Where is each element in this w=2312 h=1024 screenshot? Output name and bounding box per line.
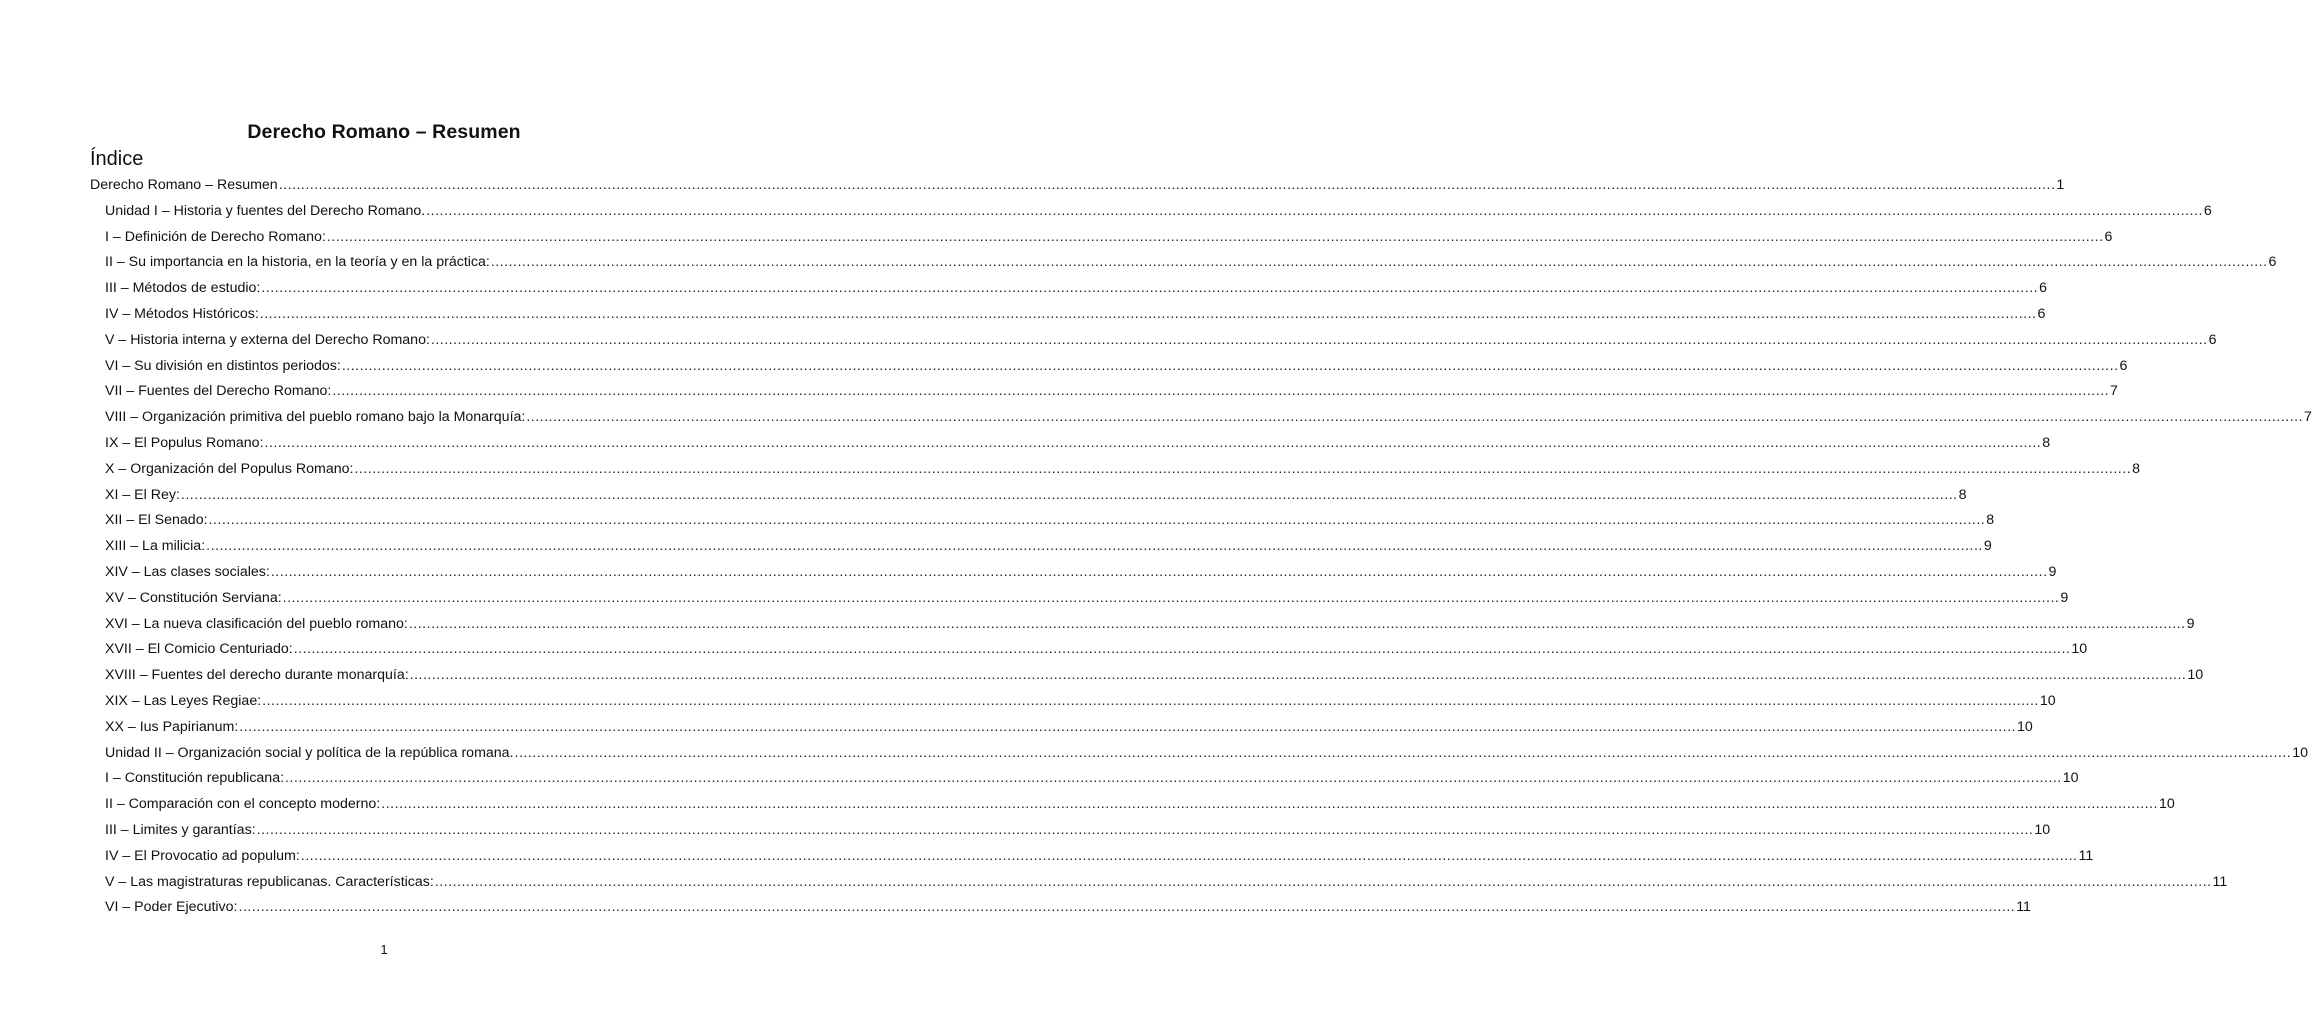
toc-entry-title: III – Limites y garantías: bbox=[105, 821, 256, 838]
toc-entry-page: 8 bbox=[2132, 460, 2141, 477]
toc-entry[interactable] bbox=[90, 225, 2113, 251]
toc-entry-page: 1 bbox=[2056, 177, 2065, 193]
toc-entry[interactable] bbox=[90, 302, 2046, 328]
toc-entry[interactable] bbox=[90, 328, 2217, 354]
toc-entry-page: 9 bbox=[2186, 615, 2195, 632]
toc-entry-page: 8 bbox=[1958, 486, 1967, 503]
toc-entry-title: XIII – La milicia: bbox=[105, 538, 206, 555]
toc-entry[interactable] bbox=[90, 689, 2056, 715]
toc-entry-page: 10 bbox=[2062, 770, 2079, 787]
toc-entry-title: XX – Ius Papirianum: bbox=[105, 718, 239, 735]
toc-heading: Índice bbox=[90, 148, 144, 170]
toc-entry-title: I – Definición de Derecho Romano: bbox=[105, 228, 326, 245]
toc-entry[interactable] bbox=[90, 818, 2051, 844]
toc-entry-title: III – Métodos de estudio: bbox=[105, 280, 261, 297]
toc-entry-title: XIV – Las clases sociales: bbox=[105, 563, 270, 580]
toc-dot-leader: ................................................................................................................................................................................................................................................................................................................................................................................................................ bbox=[434, 873, 2212, 890]
toc-dot-leader: ................................................................................................................................................................................................................................................................................................................................................................................................................ bbox=[332, 383, 2110, 400]
toc-entry-page: 6 bbox=[2104, 228, 2113, 245]
toc-entry-title: XVIII – Fuentes del derecho durante monarquía: bbox=[105, 667, 409, 684]
toc-dot-leader: ................................................................................................................................................................................................................................................................................................................................................................................................................ bbox=[293, 641, 2071, 658]
toc-entry-title: IV – Métodos Históricos: bbox=[105, 305, 259, 322]
toc-entry[interactable] bbox=[90, 379, 2118, 405]
toc-dot-leader: ................................................................................................................................................................................................................................................................................................................................................................................................................ bbox=[341, 357, 2119, 374]
toc-dot-leader: ................................................................................................................................................................................................................................................................................................................................................................................................................ bbox=[430, 331, 2208, 348]
toc-dot-leader: ................................................................................................................................................................................................................................................................................................................................................................................................................ bbox=[208, 512, 1986, 529]
toc-entry-page: 9 bbox=[2048, 563, 2057, 580]
toc-entry-page: 10 bbox=[2187, 667, 2204, 684]
toc-entry-page: 6 bbox=[2203, 202, 2212, 219]
toc-entry[interactable] bbox=[90, 586, 2069, 612]
toc-dot-leader: ................................................................................................................................................................................................................................................................................................................................................................................................................ bbox=[264, 434, 2042, 451]
toc-entry[interactable] bbox=[90, 457, 2141, 483]
toc-entry[interactable] bbox=[90, 766, 2079, 792]
toc-entry-page: 7 bbox=[2304, 409, 2312, 426]
toc-dot-leader: ................................................................................................................................................................................................................................................................................................................................................................................................................ bbox=[239, 718, 2016, 735]
toc-dot-leader: ................................................................................................................................................................................................................................................................................................................................................................................................................ bbox=[409, 667, 2187, 684]
toc-entry[interactable] bbox=[90, 276, 2047, 302]
toc-entry[interactable] bbox=[90, 508, 1995, 534]
toc-entry-title: XIX – Las Leyes Regiae: bbox=[105, 692, 262, 709]
toc-dot-leader: ................................................................................................................................................................................................................................................................................................................................................................................................................ bbox=[354, 460, 2132, 477]
toc-entry-title: VI – Su división en distintos periodos: bbox=[105, 357, 341, 374]
toc-entry[interactable] bbox=[90, 637, 2088, 663]
toc-entry-title: V – Las magistraturas republicanas. Características: bbox=[105, 873, 434, 890]
toc-entry[interactable] bbox=[90, 560, 2057, 586]
toc-entry-page: 7 bbox=[2110, 383, 2118, 400]
toc-dot-leader: ................................................................................................................................................................................................................................................................................................................................................................................................................ bbox=[261, 280, 2039, 297]
toc-entry-title: XVI – La nueva clasificación del pueblo romano: bbox=[105, 615, 408, 632]
toc-dot-leader: ................................................................................................................................................................................................................................................................................................................................................................................................................ bbox=[278, 177, 2056, 193]
toc-entry-title: VIII – Organización primitiva del pueblo romano bajo la Monarquía: bbox=[105, 409, 526, 426]
toc-entry-page: 11 bbox=[2078, 847, 2094, 864]
toc-entry-title: V – Historia interna y externa del Derecho Romano: bbox=[105, 331, 430, 348]
toc-entry-title: VI – Poder Ejecutivo: bbox=[105, 899, 238, 916]
toc-entry-title: VII – Fuentes del Derecho Romano: bbox=[105, 383, 332, 400]
toc-entry[interactable] bbox=[90, 741, 2308, 767]
toc-entry[interactable] bbox=[90, 354, 2128, 380]
toc-dot-leader: ................................................................................................................................................................................................................................................................................................................................................................................................................ bbox=[270, 563, 2048, 580]
toc-entry-page: 11 bbox=[2212, 873, 2228, 890]
toc-dot-leader: ................................................................................................................................................................................................................................................................................................................................................................................................................ bbox=[381, 796, 2158, 813]
toc-entry[interactable] bbox=[90, 483, 1967, 509]
toc-entry[interactable] bbox=[90, 663, 2204, 689]
page-number: 1 bbox=[380, 942, 388, 957]
toc-entry-title: II – Su importancia en la historia, en la teoría y en la práctica: bbox=[105, 254, 490, 271]
toc-entry-page: 6 bbox=[2037, 305, 2046, 322]
toc-entry-page: 10 bbox=[2158, 796, 2175, 813]
toc-entry[interactable] bbox=[90, 534, 1992, 560]
toc-dot-leader: ................................................................................................................................................................................................................................................................................................................................................................................................................ bbox=[326, 228, 2104, 245]
toc-dot-leader: ................................................................................................................................................................................................................................................................................................................................................................................................................ bbox=[526, 409, 2304, 426]
toc-entry-title: II – Comparación con el concepto moderno: bbox=[105, 796, 381, 813]
toc-entry-page: 11 bbox=[2016, 899, 2031, 916]
toc-dot-leader: ................................................................................................................................................................................................................................................................................................................................................................................................................ bbox=[282, 589, 2060, 606]
toc-dot-leader: ................................................................................................................................................................................................................................................................................................................................................................................................................ bbox=[256, 821, 2034, 838]
toc-entry-page: 6 bbox=[2119, 357, 2128, 374]
toc-entry-title: XI – El Rey: bbox=[105, 486, 180, 503]
toc-entry-page: 10 bbox=[2292, 744, 2308, 761]
toc-entry-title: Derecho Romano – Resumen bbox=[90, 177, 278, 193]
toc-entry[interactable] bbox=[90, 405, 2312, 431]
toc-entry-page: 9 bbox=[1983, 538, 1992, 555]
toc-dot-leader: ................................................................................................................................................................................................................................................................................................................................................................................................................ bbox=[206, 538, 1983, 555]
toc-dot-leader: ................................................................................................................................................................................................................................................................................................................................................................................................................ bbox=[408, 615, 2186, 632]
toc-entry[interactable] bbox=[90, 844, 2094, 870]
toc-entry-page: 8 bbox=[1986, 512, 1995, 529]
toc-entry[interactable] bbox=[90, 870, 2228, 896]
toc-entry[interactable] bbox=[90, 173, 2065, 199]
toc-entry-title: I – Constitución republicana: bbox=[105, 770, 285, 787]
toc-entry-page: 9 bbox=[2060, 589, 2069, 606]
toc-entry[interactable] bbox=[90, 895, 2031, 921]
toc-dot-leader: ................................................................................................................................................................................................................................................................................................................................................................................................................ bbox=[238, 899, 2016, 916]
toc-entry[interactable] bbox=[90, 431, 2051, 457]
toc-entry-title: X – Organización del Populus Romano: bbox=[105, 460, 354, 477]
toc-entry-page: 10 bbox=[2034, 821, 2051, 838]
toc-dot-leader: ................................................................................................................................................................................................................................................................................................................................................................................................................ bbox=[180, 486, 1958, 503]
toc-entry-title: Unidad I – Historia y fuentes del Derecho Romano. bbox=[105, 202, 426, 219]
toc-entry-page: 10 bbox=[2016, 718, 2033, 735]
toc-dot-leader: ................................................................................................................................................................................................................................................................................................................................................................................................................ bbox=[259, 305, 2037, 322]
toc-dot-leader: ................................................................................................................................................................................................................................................................................................................................................................................................................ bbox=[262, 692, 2039, 709]
toc-entry-page: 6 bbox=[2208, 331, 2217, 348]
toc-entry[interactable] bbox=[90, 250, 2277, 276]
toc-entry-page: 8 bbox=[2042, 434, 2051, 451]
toc-entry-title: Unidad II – Organización social y política de la república romana. bbox=[105, 744, 514, 761]
toc-entry[interactable] bbox=[90, 612, 2195, 638]
toc-entry[interactable] bbox=[90, 715, 2033, 741]
toc-entry[interactable] bbox=[90, 792, 2175, 818]
toc-entry-page: 6 bbox=[2268, 254, 2277, 271]
toc-entry-page: 10 bbox=[2071, 641, 2088, 658]
toc-entry-title: IX – El Populus Romano: bbox=[105, 434, 264, 451]
toc-dot-leader: ................................................................................................................................................................................................................................................................................................................................................................................................................ bbox=[490, 254, 2268, 271]
toc-dot-leader: ................................................................................................................................................................................................................................................................................................................................................................................................................ bbox=[285, 770, 2062, 787]
toc-dot-leader: ................................................................................................................................................................................................................................................................................................................................................................................................................ bbox=[300, 847, 2078, 864]
toc-entry-title: XVII – El Comicio Centuriado: bbox=[105, 641, 293, 658]
document-title: Derecho Romano – Resumen bbox=[247, 121, 521, 144]
toc-entry[interactable] bbox=[90, 199, 2212, 225]
toc-entry-page: 10 bbox=[2039, 692, 2056, 709]
toc-dot-leader: ................................................................................................................................................................................................................................................................................................................................................................................................................ bbox=[514, 744, 2292, 761]
toc-dot-leader: ................................................................................................................................................................................................................................................................................................................................................................................................................ bbox=[426, 202, 2203, 219]
toc-entry-title: XII – El Senado: bbox=[105, 512, 208, 529]
table-of-contents bbox=[90, 173, 2312, 921]
toc-entry-title: XV – Constitución Serviana: bbox=[105, 589, 282, 606]
toc-entry-page: 6 bbox=[2039, 280, 2047, 297]
toc-entry-title: IV – El Provocatio ad populum: bbox=[105, 847, 300, 864]
